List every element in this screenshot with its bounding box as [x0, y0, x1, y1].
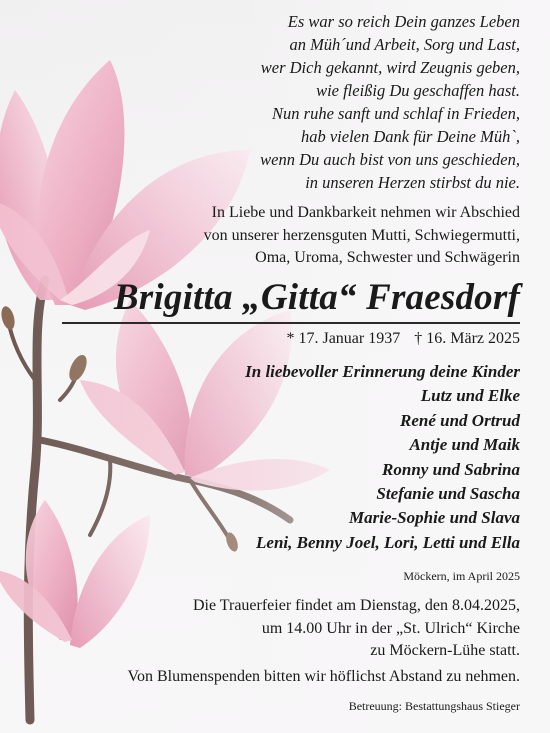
poem-line: wie fleißig Du geschaffen hast. [316, 81, 520, 100]
poem-line: Es war so reich Dein ganzes Leben [287, 12, 520, 31]
poem-line: an Müh´und Arbeit, Sorg und Last, [289, 35, 520, 54]
poem-line: wenn Du auch bist von uns geschieden, [260, 150, 520, 169]
funeral-home: Betreuung: Bestattungshaus Stieger [348, 699, 520, 713]
service-line: Die Trauerfeier findet am Dienstag, den 8.04.2025, [192, 597, 520, 614]
poem-line: wer Dich gekannt, wird Zeugnis geben, [260, 58, 520, 77]
mourner-entry: Stefanie und Sascha [376, 484, 520, 504]
place-date: Möckern, im April 2025 [403, 569, 520, 583]
name-underline [62, 322, 520, 324]
mourners-heading: In liebevoller Erinnerung deine Kinder [245, 362, 520, 381]
poem [260, 10, 520, 194]
poem-line: in unseren Herzen stirbst du nie. [305, 173, 520, 192]
intro-line: Oma, Uroma, Schwester und Schwägerin [255, 249, 520, 266]
service-line: zu Möckern-Lühe statt. [370, 642, 520, 659]
death-date: † 16. März 2025 [414, 330, 520, 347]
mourner-entry: Ronny und Sabrina [382, 459, 520, 479]
mourner-entry: Leni, Benny Joel, Lori, Letti und Ella [256, 532, 520, 552]
mourners-list [245, 360, 520, 555]
mourner-entry: Antje und Maik [409, 435, 520, 455]
poem-line: Nun ruhe sanft und schlaf in Frieden, [272, 104, 520, 123]
funeral-service-info [193, 595, 520, 663]
farewell-intro [204, 202, 520, 270]
intro-line: von unserer herzensguten Mutti, Schwiegermutti, [203, 226, 520, 244]
service-line: um 14.00 Uhr in der „St. Ulrich“ Kirche [261, 619, 520, 637]
life-dates [286, 328, 520, 350]
mourner-entry: René und Ortrud [400, 410, 520, 430]
mourner-entry: Marie-Sophie und Slava [349, 508, 520, 528]
deceased-name: Brigitta „Gitta“ Fraesdorf [113, 277, 520, 318]
flower-request: Von Blumenspenden bitten wir höflichst Abstand zu nehmen. [127, 668, 520, 685]
birth-date: * 17. Januar 1937 [286, 330, 401, 347]
poem-line: hab vielen Dank für Deine Müh`, [300, 127, 520, 146]
mourner-entry: Lutz und Elke [420, 386, 520, 406]
intro-line: In Liebe und Dankbarkeit nehmen wir Abschied [211, 204, 520, 221]
